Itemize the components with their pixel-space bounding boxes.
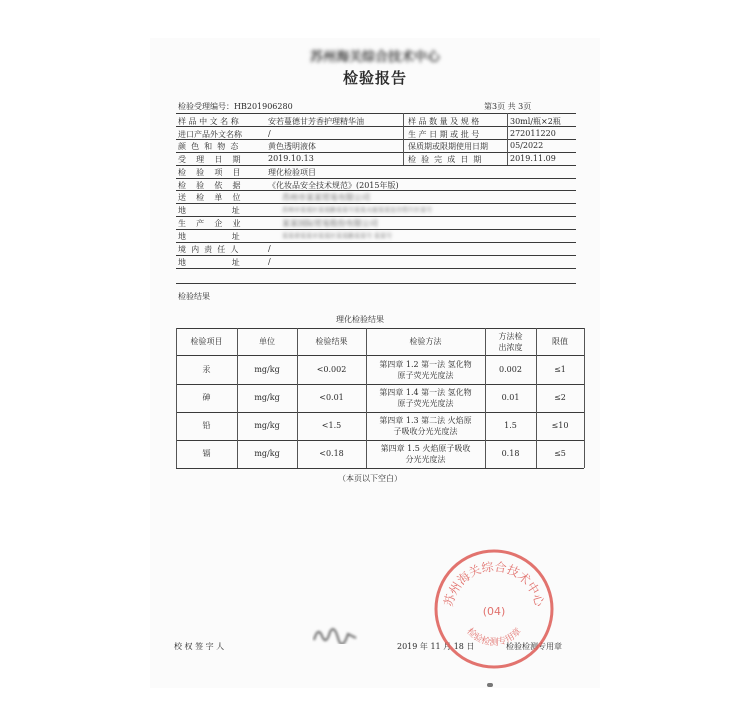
label-cn-name: 样 品 中 文 名 称 — [178, 117, 239, 126]
cell-method: 第四章 1.3 第二法 火焰原 子吸收分光光度法 — [379, 416, 472, 436]
report-title: 检验报告 — [342, 69, 407, 87]
cell-unit: mg/kg — [254, 365, 280, 374]
value-submitter: 苏州市某某贸易有限公司 — [282, 193, 370, 202]
value-manufacturer-address: 某某省某某市某某区某某路某某号 某某号 — [282, 233, 392, 240]
value-foreign-name: / — [268, 129, 271, 138]
cell-unit: mg/kg — [254, 421, 280, 430]
cell-result: <0.01 — [319, 393, 344, 402]
label-quantity: 样 品 数 量 及 规 格 — [408, 117, 480, 126]
label-complete-date: 检 验 完 成 日 期 — [408, 155, 482, 164]
sign-date: 2019 年 11 月 18 日 — [397, 642, 475, 651]
label-test-basis: 检 验 依 据 — [178, 181, 241, 190]
label-accept-date: 受 理 日 期 — [178, 155, 241, 164]
label-submitter-address: 地 址 — [178, 206, 240, 215]
value-test-basis: 《化妆品安全技术规范》(2015年版) — [268, 181, 399, 190]
value-manufacturer: 某某国际贸易股份有限公司 — [282, 219, 378, 228]
value-domestic-responsible: / — [268, 244, 271, 253]
page-info: 第3页 共 3页 — [484, 102, 532, 111]
value-complete-date: 2019.11.09 — [510, 154, 556, 163]
header-unit: 单位 — [259, 337, 275, 346]
cell-detection-limit: 0.18 — [501, 449, 520, 458]
label-expiry: 保质期或限期使用日期 — [408, 142, 488, 151]
cell-result: <1.5 — [321, 421, 342, 430]
cell-standard: ≤5 — [554, 449, 566, 458]
svg-text:(04): (04) — [482, 605, 506, 618]
official-seal-stamp — [430, 545, 558, 673]
seal-caption: 检验检测专用章 — [506, 642, 562, 651]
cell-standard: ≤10 — [551, 421, 569, 430]
cell-method: 第四章 1.5 火焰原子吸收 分光光度法 — [380, 444, 471, 464]
cell-item: 铅 — [202, 421, 211, 430]
organization-name: 苏州海关综合技术中心 — [309, 50, 440, 65]
cell-standard: ≤2 — [554, 393, 566, 402]
cell-item: 砷 — [202, 393, 211, 402]
cell-unit: mg/kg — [254, 449, 280, 458]
cell-item: 汞 — [202, 365, 211, 374]
signature-image — [312, 622, 358, 644]
cell-detection-limit: 0.01 — [501, 393, 520, 402]
label-foreign-name: 进口产品外文名称 — [178, 130, 242, 139]
header-standard: 限值 — [552, 337, 568, 346]
svg-text:苏州海关综合技术中心: 苏州海关综合技术中心 — [441, 559, 547, 608]
header-method: 检验方法 — [409, 337, 442, 346]
label-domestic-address: 地 址 — [178, 258, 240, 267]
header-result: 检验结果 — [315, 337, 348, 346]
results-section-title: 检验结果 — [178, 292, 210, 301]
value-expiry: 05/2022 — [510, 141, 544, 150]
top-rule — [176, 113, 576, 114]
cell-method: 第四章 1.4 第一法 氢化物 原子荧光光度法 — [379, 388, 472, 408]
label-manufacturer: 生 产 企 业 — [178, 219, 241, 228]
value-accept-date: 2019.10.13 — [268, 154, 314, 163]
results-table-title: 理化检验结果 — [336, 315, 384, 324]
value-submitter-address: 苏州市某某区某某路某某号某某大厦某某室自贸片区某号 — [282, 207, 433, 214]
value-cn-name: 安若蔓德甘芳香护理精华油 — [268, 117, 364, 126]
label-test-items: 检 验 项 目 — [178, 168, 241, 177]
label-submitter: 送 检 单 位 — [178, 193, 241, 202]
svg-text:检验检测专用章: 检验检测专用章 — [464, 626, 524, 648]
signer-label: 校 权 签 字 人 — [174, 642, 225, 651]
header-item: 检验项目 — [190, 337, 223, 346]
value-domestic-address: / — [268, 257, 271, 266]
value-appearance: 黄色透明液体 — [268, 142, 316, 151]
header-detection-limit: 方法检 出浓度 — [498, 332, 523, 352]
cell-unit: mg/kg — [254, 393, 280, 402]
acceptance-number: 检验受理编号：HB201906280 — [178, 102, 293, 111]
cell-detection-limit: 1.5 — [504, 421, 517, 430]
label-batch: 生 产 日 期 或 批 号 — [408, 130, 480, 139]
value-quantity: 30ml/瓶×2瓶 — [510, 117, 561, 126]
cell-result: <0.002 — [316, 365, 347, 374]
value-test-items: 理化检验项目 — [268, 168, 316, 177]
cell-method: 第四章 1.2 第一法 氢化物 原子荧光光度法 — [379, 360, 472, 380]
cell-standard: ≤1 — [554, 365, 566, 374]
cell-detection-limit: 0.002 — [499, 365, 522, 374]
label-appearance: 颜 色 和 物 态 — [178, 142, 239, 151]
cell-result: <0.18 — [319, 449, 344, 458]
blank-below-note: （本页以下空白） — [338, 474, 402, 483]
scan-speck — [487, 683, 493, 687]
label-domestic-responsible: 境 内 责 任 人 — [178, 245, 239, 254]
cell-item: 镉 — [202, 449, 211, 458]
value-batch: 272011220 — [510, 129, 556, 138]
label-manufacturer-address: 地 址 — [178, 232, 240, 241]
